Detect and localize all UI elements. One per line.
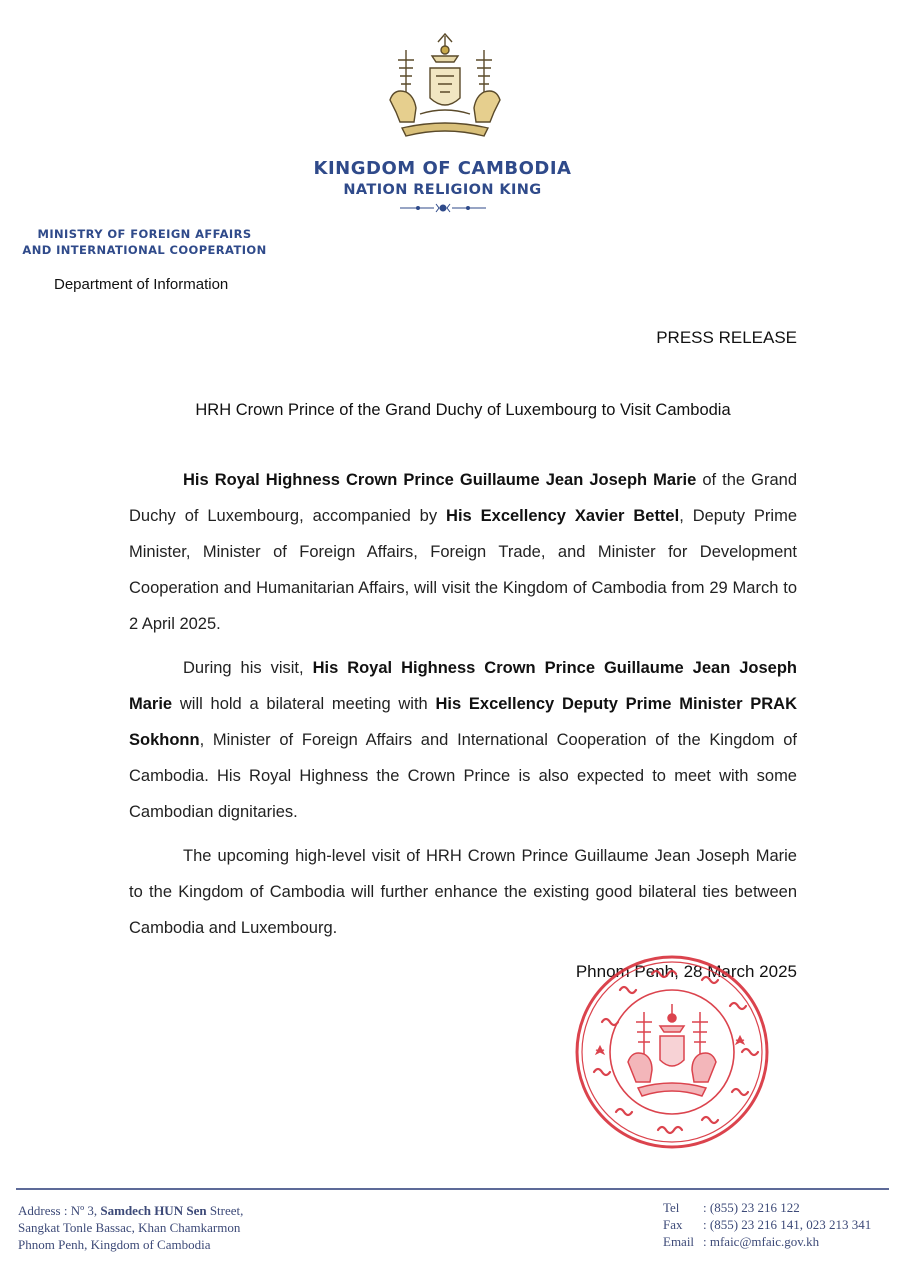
tel-label: Tel — [663, 1200, 680, 1215]
ministry-name-line1: MINISTRY OF FOREIGN AFFAIRS — [37, 227, 252, 241]
text-span: During his visit, — [183, 659, 313, 677]
date-location-line: Phnom Penh, 28 March 2025 — [575, 962, 797, 981]
street-name: Samdech HUN Sen — [100, 1203, 207, 1218]
decorative-ornament — [398, 201, 488, 215]
body-paragraph-1 — [129, 462, 797, 642]
email-value[interactable]: : mfaic@mfaic.gov.kh — [703, 1234, 820, 1249]
royal-arms-emblem — [380, 32, 510, 144]
text-span: , Minister of Foreign Affairs and International Cooperation of the Kingdom of Cambodia. His Royal Highness the Crown Prince is also expected to meet with some Cambodian dignitaries. — [129, 731, 797, 821]
press-release-headline: HRH Crown Prince of the Grand Duchy of Luxembourg to Visit Cambodia — [195, 401, 731, 419]
footer-contact — [663, 1199, 903, 1250]
body-paragraph-3: The upcoming high-level visit of HRH Crown Prince Guillaume Jean Joseph Marie to the Kingdom of Cambodia will further enhance the existing good bilateral ties between Cambodia and Luxembourg. — [129, 847, 797, 937]
department-name: Department of Information — [54, 276, 229, 293]
fax-value: : (855) 23 216 141, 023 213 341 — [703, 1217, 872, 1232]
body-paragraph-2 — [129, 650, 797, 830]
crown-prince-name: His Royal Highness Crown Prince Guillaume Jean Joseph Marie — [129, 659, 798, 713]
press-release-body — [129, 462, 797, 954]
email-label: Email — [663, 1234, 695, 1249]
tel-value: : (855) 23 216 122 — [703, 1200, 800, 1215]
prak-sokhonn-name: His Excellency Deputy Prime Minister PRAK Sokhonn — [129, 695, 797, 749]
email-row — [663, 1233, 903, 1250]
kingdom-title: KINGDOM OF CAMBODIA — [313, 158, 572, 179]
crown-prince-name: His Royal Highness Crown Prince Guillaume Jean Joseph Marie — [183, 471, 697, 489]
text-span: Address : Nº 3, — [18, 1203, 101, 1218]
text-span: , Deputy Prime Minister, Minister of Foreign Affairs, Foreign Trade, and Minister for Development Cooperation and Humanitarian Affairs, will visit the Kingdom of Cambodia from 29 March to 2 April 2025. — [129, 507, 798, 633]
footer-address — [18, 1202, 348, 1253]
telephone-row — [663, 1199, 903, 1216]
address-line-3: Phnom Penh, Kingdom of Cambodia — [18, 1237, 211, 1252]
text-span: Street, — [206, 1203, 244, 1218]
press-release-label: PRESS RELEASE — [656, 328, 797, 347]
fax-label: Fax — [663, 1217, 683, 1232]
xavier-bettel-name: His Excellency Xavier Bettel — [446, 507, 680, 525]
address-line-2: Sangkat Tonle Bassac, Khan Chamkarmon — [18, 1220, 241, 1235]
text-span: will hold a bilateral meeting with — [172, 695, 436, 713]
address-line-1 — [18, 1202, 348, 1219]
official-ministry-seal — [572, 952, 772, 1152]
footer-divider — [16, 1188, 889, 1190]
fax-row — [663, 1216, 903, 1233]
national-motto: NATION RELIGION KING — [343, 182, 542, 198]
text-span: of the Grand Duchy of Luxembourg, accompanied by — [129, 471, 797, 525]
ministry-name-line2: AND INTERNATIONAL COOPERATION — [22, 243, 267, 257]
